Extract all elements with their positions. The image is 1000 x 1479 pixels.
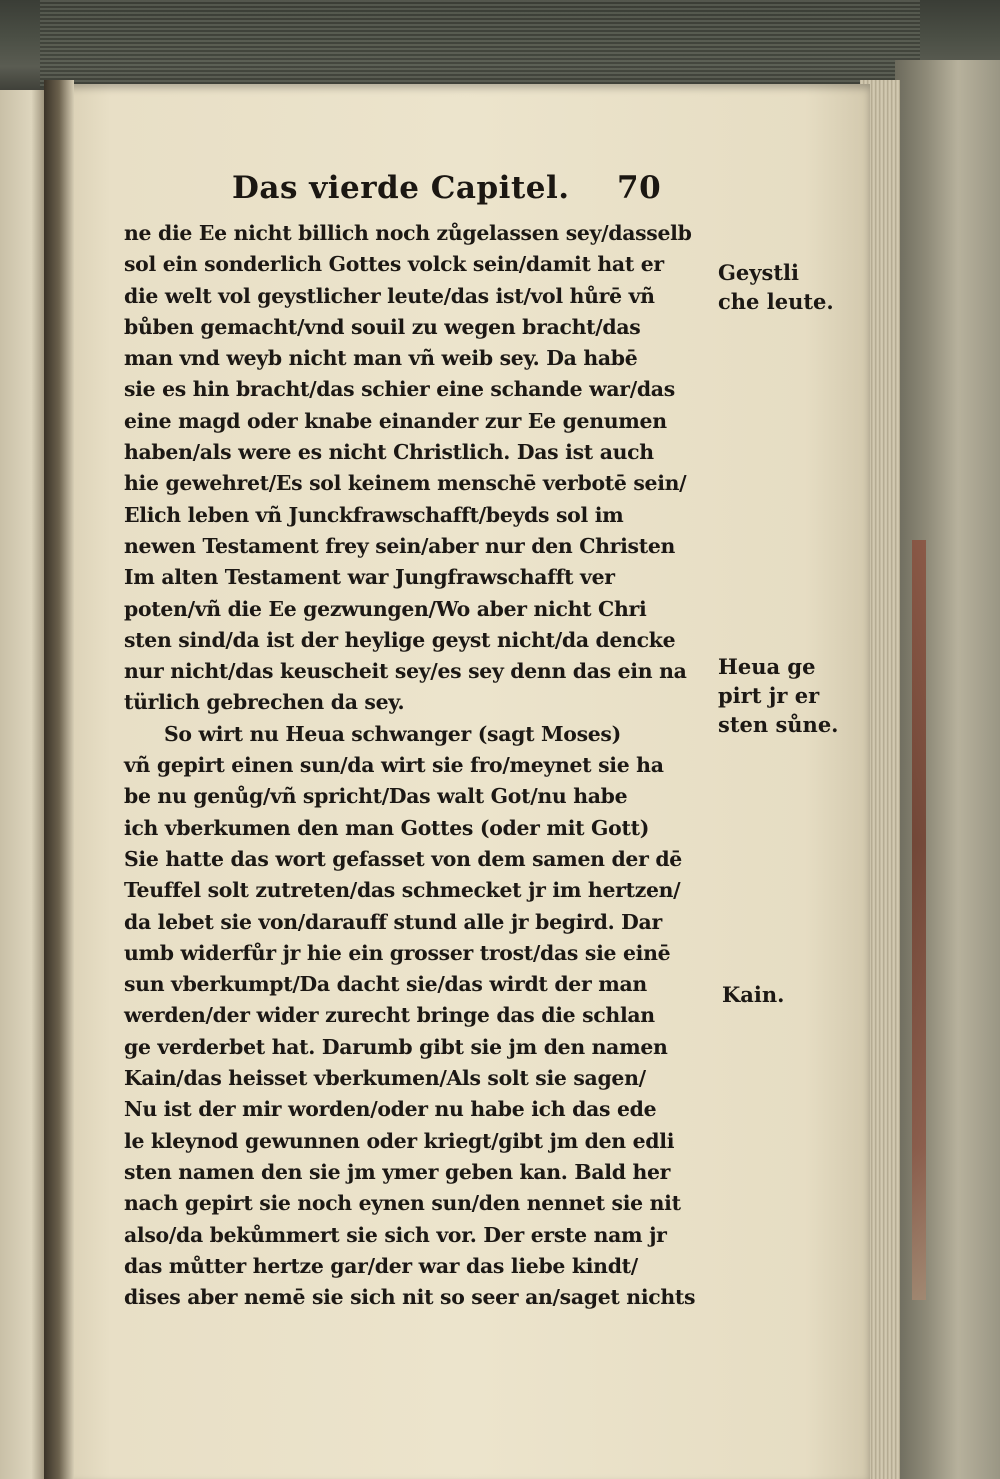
margin-note-kain bbox=[722, 980, 784, 1009]
text-line: dises aber nemē sie sich nit so seer an/saget nichts bbox=[124, 1285, 696, 1310]
text-line: umb widerfůr jr hie ein grosser trost/das sie einē bbox=[124, 940, 671, 965]
running-header bbox=[232, 170, 672, 210]
text-line: ge verderbet hat. Darumb gibt sie jm den namen bbox=[124, 1034, 668, 1059]
margin-note-line: Kain. bbox=[722, 982, 785, 1007]
text-line: Elich leben vñ Junckfrawschafft/beyds sol im bbox=[124, 502, 624, 527]
red-page-edge bbox=[912, 540, 926, 1300]
text-line: Teuffel solt zutreten/das schmecket jr im hertzen/ bbox=[124, 878, 681, 903]
text-line: newen Testament frey sein/aber nur den Christen bbox=[124, 533, 676, 558]
text-line: bůben gemacht/vnd souil zu wegen bracht/das bbox=[124, 314, 641, 339]
text-line: das můtter hertze gar/der war das liebe kindt/ bbox=[124, 1253, 638, 1278]
margin-note-line: Geystli bbox=[718, 260, 799, 285]
text-line: da lebet sie von/darauff stund alle jr begird. Dar bbox=[124, 909, 662, 934]
text-line: die welt vol geystlicher leute/das ist/vol hůrē vñ bbox=[124, 283, 655, 308]
text-line: be nu genůg/vñ spricht/Das walt Got/nu habe bbox=[124, 784, 628, 809]
book-cover-right bbox=[895, 60, 1000, 1479]
text-line: So wirt nu Heua schwanger (sagt Moses) bbox=[164, 721, 621, 746]
text-line: eine magd oder knabe einander zur Ee genumen bbox=[124, 408, 667, 433]
margin-note-line: che leute. bbox=[718, 289, 834, 314]
chapter-title: Das vierde Capitel. bbox=[232, 170, 570, 206]
margin-note-line: pirt jr er bbox=[718, 683, 820, 708]
margin-note-line: Heua ge bbox=[718, 654, 816, 679]
text-line: sie es hin bracht/das schier eine schande war/das bbox=[124, 377, 675, 402]
text-line: Im alten Testament war Jungfrawschafft ver bbox=[124, 565, 615, 590]
text-line: sten namen den sie jm ymer geben kan. Bald her bbox=[124, 1159, 671, 1184]
text-line: Nu ist der mir worden/oder nu habe ich das ede bbox=[124, 1097, 657, 1122]
text-line: sten sind/da ist der heylige geyst nicht/da dencke bbox=[124, 627, 676, 652]
text-line: sol ein sonderlich Gottes volck sein/damit hat er bbox=[124, 252, 664, 277]
text-line: ne die Ee nicht billich noch zůgelassen sey/dasselb bbox=[124, 221, 692, 245]
text-line: sun vberkumpt/Da dacht sie/das wirdt der man bbox=[124, 972, 647, 997]
body-text bbox=[124, 218, 714, 1313]
text-line: also/da bekůmmert sie sich vor. Der erste nam jr bbox=[124, 1222, 667, 1247]
text-line: man vnd weyb nicht man vñ weib sey. Da habē bbox=[124, 346, 638, 371]
text-line: ich vberkumen den man Gottes (oder mit Gott) bbox=[124, 815, 650, 840]
book-gutter bbox=[44, 80, 74, 1479]
margin-note-heua bbox=[718, 652, 839, 739]
page-number: 70 bbox=[617, 170, 662, 206]
text-line: werden/der wider zurecht bringe das die schlan bbox=[124, 1003, 655, 1028]
text-line: poten/vñ die Ee gezwungen/Wo aber nicht Chri bbox=[124, 596, 647, 621]
text-line: Sie hatte das wort gefasset von dem samen der dē bbox=[124, 846, 682, 871]
text-line: Kain/das heisset vberkumen/Als solt sie sagen/ bbox=[124, 1066, 646, 1091]
text-line: haben/als were es nicht Christlich. Das ist auch bbox=[124, 440, 654, 465]
text-line: nur nicht/das keuscheit sey/es sey denn das ein na bbox=[124, 659, 687, 684]
text-line: vñ gepirt einen sun/da wirt sie fro/meynet sie ha bbox=[124, 753, 664, 778]
text-line: hie gewehret/Es sol keinem menschē verbotē sein/ bbox=[124, 471, 687, 496]
margin-note-geystliche-leute bbox=[718, 258, 834, 316]
text-line: türlich gebrechen da sey. bbox=[124, 690, 405, 715]
text-line: le kleynod gewunnen oder kriegt/gibt jm den edli bbox=[124, 1128, 675, 1153]
margin-note-line: sten sůne. bbox=[718, 712, 839, 737]
page-block-edge bbox=[40, 0, 920, 88]
text-line: nach gepirt sie noch eynen sun/den nennet sie nit bbox=[124, 1191, 681, 1216]
